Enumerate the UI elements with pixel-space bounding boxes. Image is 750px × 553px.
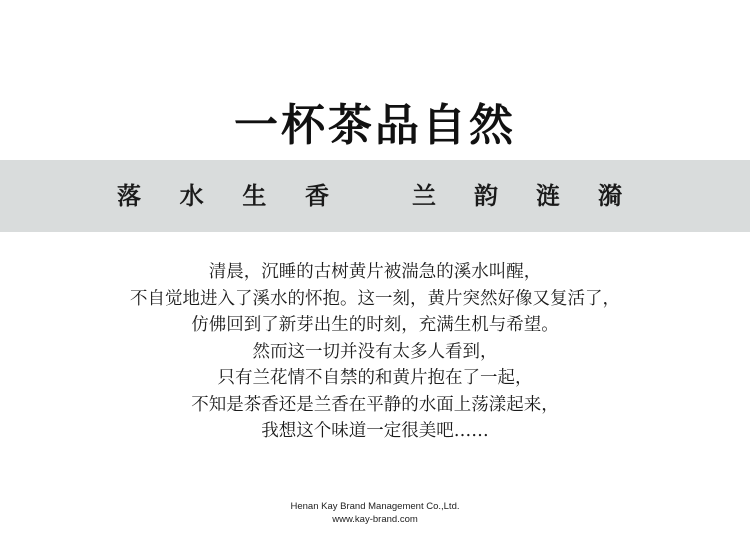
poem-line: 清晨，沉睡的古树黄片被湍急的溪水叫醒， xyxy=(208,262,542,282)
subtitle-char: 韵 xyxy=(474,181,498,210)
poem-line: 只有兰花情不自禁的和黄片抱在了一起， xyxy=(217,368,533,388)
website-link[interactable]: www.kay-brand.com xyxy=(332,514,418,525)
page-title: 一杯茶品自然 xyxy=(234,100,516,151)
subtitle-char: 落 xyxy=(117,181,141,210)
company-name: Henan Kay Brand Management Co.,Ltd. xyxy=(290,501,460,512)
subtitle-char: 香 xyxy=(304,181,329,210)
poem-line: 不知是茶香还是兰香在平静的水面上荡漾起来， xyxy=(191,394,559,415)
subtitle-right-phrase xyxy=(412,160,622,232)
poem-line: 不自觉地进入了溪水的怀抱。这一刻，黄片突然好像又复活了， xyxy=(130,288,620,309)
subtitle-left-phrase xyxy=(117,160,329,232)
subtitle-char: 水 xyxy=(179,181,204,210)
subtitle-char: 漪 xyxy=(598,181,622,210)
poem-body xyxy=(0,259,750,445)
poem-line: 然而这一切并没有太多人看到， xyxy=(252,341,498,362)
poem-line: 仿佛回到了新芽出生的时刻，充满生机与希望。 xyxy=(191,315,559,335)
poem-line: 我想这个味道一定很美吧…… xyxy=(261,421,489,441)
subtitle-char: 兰 xyxy=(412,181,436,210)
subtitle-char: 生 xyxy=(242,181,267,210)
subtitle-band xyxy=(0,160,750,232)
subtitle-char: 涟 xyxy=(536,181,560,210)
footer xyxy=(0,500,750,526)
